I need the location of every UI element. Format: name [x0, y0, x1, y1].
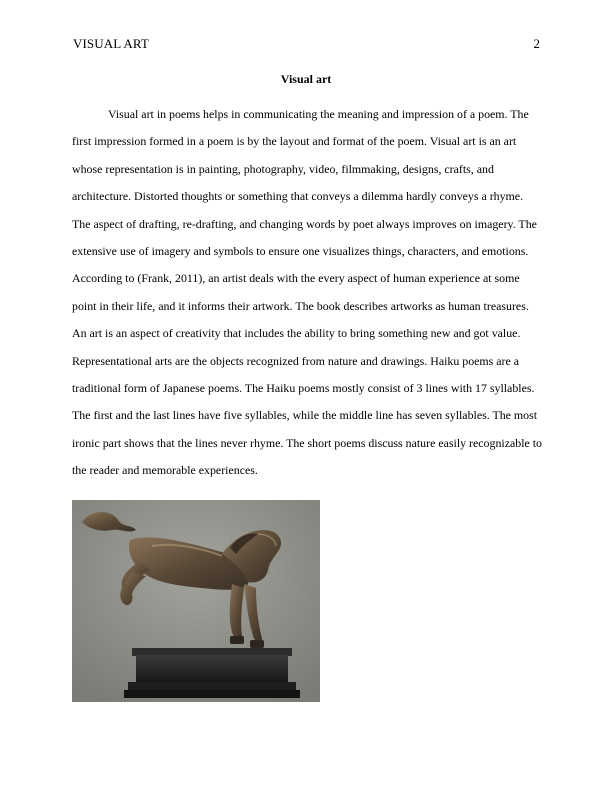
horse-sculpture-photo — [72, 500, 320, 702]
body-paragraph: Visual art in poems helps in communicating the meaning and impression of a poem. The first impression formed in a poem is by the layout and format of the poem. Visual art is an art whose representation is in painting, photography, video, filmmaking, designs, crafts, and architecture. Distorted thoughts or something that conveys a dilemma hardly conveys a rhyme. The aspect of drafting, re-drafting, and changing words by poet always improves on imagery. The extensive use of imagery and symbols to ensure one visualizes things, characters, and emotions. According to (Frank, 2011), an artist deals with the every aspect of human experience at some point in their life, and it informs their artwork. The book describes artworks as human treasures. An art is an aspect of creativity that includes the ability to bring something new and got value. Representational arts are the objects recognized from nature and drawings. Haiku poems are a traditional form of Japanese poems. The Haiku poems mostly consist of 3 lines with 17 syllables. The first and the last lines have five syllables, while the middle line has seven syllables. The most ironic part shows that the lines never rhyme. The short poems discuss nature easily recognizable to the reader and memorable experiences. — [72, 107, 542, 478]
running-head: VISUAL ART — [73, 36, 149, 51]
pedestal-base — [124, 648, 300, 698]
document-title: Visual art — [280, 72, 332, 86]
page-number: 2 — [533, 36, 540, 51]
